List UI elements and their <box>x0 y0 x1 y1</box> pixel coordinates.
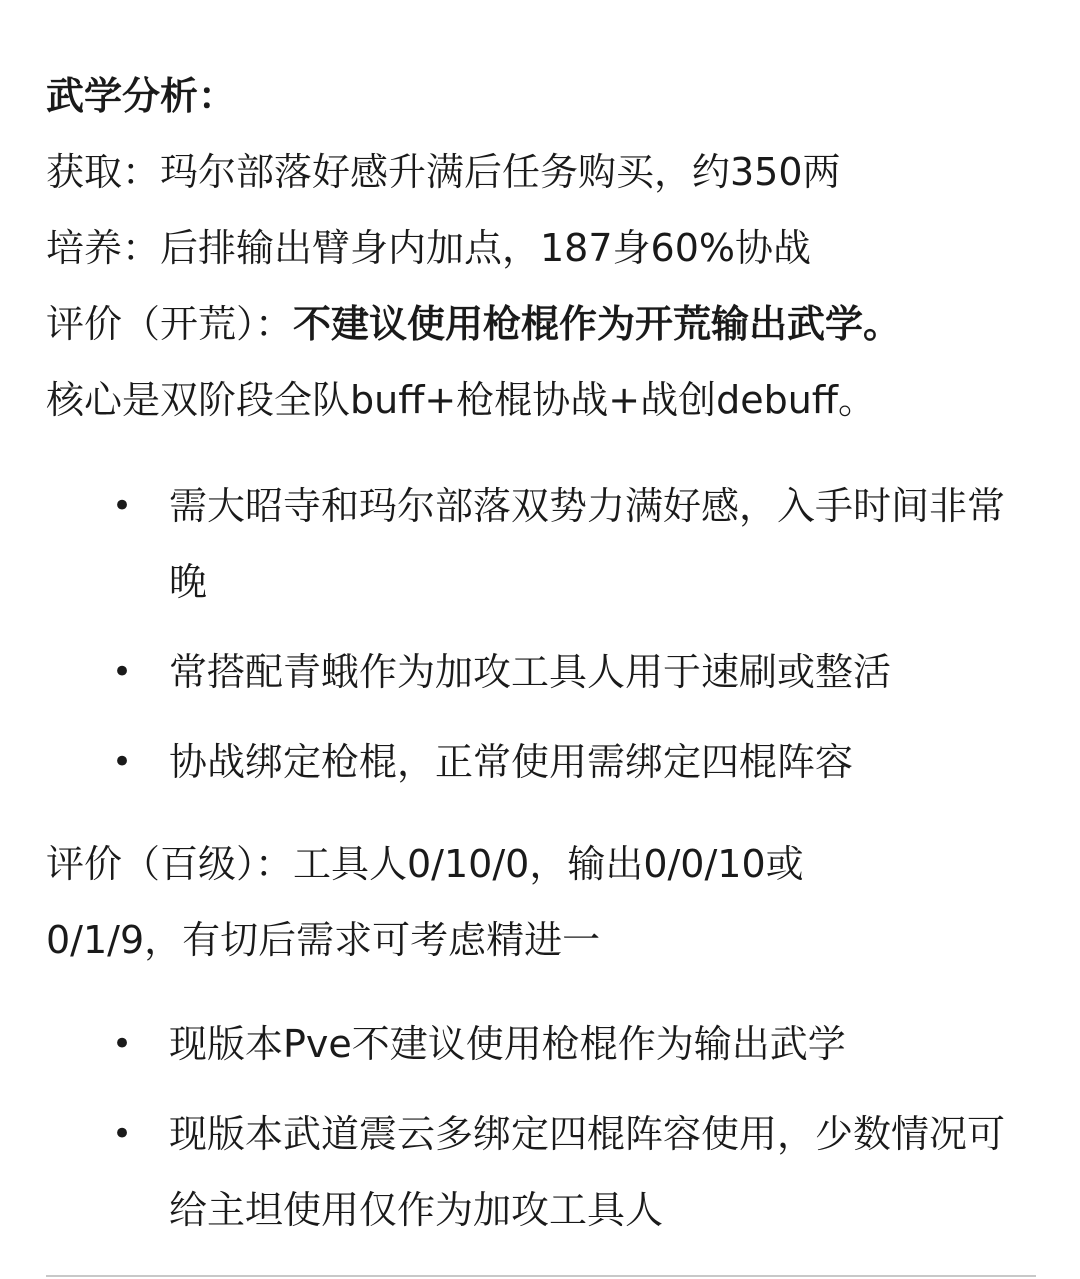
section-heading: 武学分析： <box>46 74 237 118</box>
evaluation-hundred-line-2: 0/1/9，有切后需求可考虑精进一 <box>46 918 601 962</box>
list-item <box>46 634 1036 710</box>
bullet-icon: • <box>112 1024 133 1064</box>
list-item-text: 协战绑定枪棍，正常使用需绑定四棍阵容 <box>169 740 854 784</box>
list-item-text: 需大昭寺和玛尔部落双势力满好感，入手时间非常晚 <box>169 484 1006 604</box>
evaluation-early-label: 评价（开荒）： <box>46 302 294 346</box>
hundred-list <box>46 1006 1036 1248</box>
divider <box>46 1275 1036 1277</box>
early-list <box>46 468 1036 800</box>
bullet-icon: • <box>112 742 133 782</box>
list-item <box>46 1006 1036 1082</box>
list-item <box>46 1096 1036 1248</box>
cultivate-line: 培养：后排输出臂身内加点，187身60%协战 <box>46 226 811 270</box>
evaluation-early-bold: 不建议使用枪棍作为开荒输出武学。 <box>293 302 902 346</box>
core-line: 核心是双阶段全队buff+枪棍协战+战创debuff。 <box>46 378 876 422</box>
bullet-icon: • <box>112 486 133 526</box>
document-body <box>46 58 1036 1274</box>
list-item-text: 常搭配青蛾作为加攻工具人用于速刷或整活 <box>169 650 892 694</box>
list-item <box>46 724 1036 800</box>
list-item-text: 现版本武道震云多绑定四棍阵容使用，少数情况可给主坦使用仅作为加攻工具人 <box>169 1112 1006 1232</box>
bullet-icon: • <box>112 652 133 692</box>
evaluation-early-line <box>46 286 1036 362</box>
list-item <box>46 468 1036 620</box>
bullet-icon: • <box>112 1114 133 1154</box>
list-item-text: 现版本Pve不建议使用枪棍作为输出武学 <box>169 1022 846 1066</box>
acquire-line: 获取：玛尔部落好感升满后任务购买，约350两 <box>46 150 841 194</box>
evaluation-hundred-line-1: 评价（百级）：工具人0/10/0，输出0/0/10或 <box>46 842 804 886</box>
